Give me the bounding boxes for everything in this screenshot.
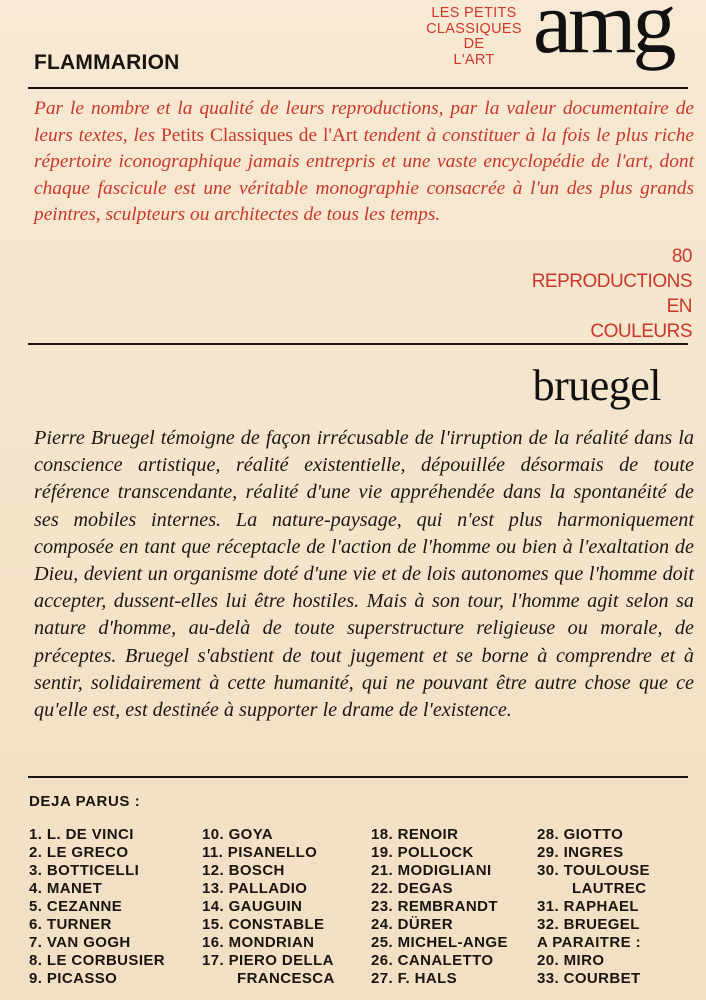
title-list-item: 2. LE GRECO [29, 844, 129, 861]
title-list-item: 7. VAN GOGH [29, 934, 131, 951]
title-list-item: 28. GIOTTO [537, 826, 624, 843]
publisher-name: FLAMMARION [34, 51, 180, 74]
series-line: CLASSIQUES [426, 20, 522, 37]
series-line: DE [463, 36, 485, 52]
title-list-item: 21. MODIGLIANI [371, 862, 492, 879]
reproductions-note [472, 244, 692, 344]
divider-middle [28, 343, 688, 345]
series-name [412, 6, 536, 68]
title-list-item: 5. CEZANNE [29, 898, 123, 915]
divider-top [28, 87, 688, 89]
title-list-item: 8. LE CORBUSIER [29, 952, 166, 969]
title-list-item: 16. MONDRIAN [202, 934, 315, 951]
title-list-item: 11. PISANELLO [202, 844, 318, 861]
title-list-item: 18. RENOIR [371, 826, 459, 843]
intro-paragraph [34, 96, 694, 229]
title-list-item-continued: FRANCESCA [237, 970, 335, 987]
series-title-inline: Petits Classiques de l'Art [160, 124, 358, 146]
forthcoming-heading: A PARAITRE : [537, 934, 641, 951]
title-list-column-3 [371, 826, 508, 988]
title-list-item: 26. CANALETTO [371, 952, 494, 969]
title-list-item: 31. RAPHAEL [537, 898, 639, 915]
title-list-column-1 [29, 826, 165, 988]
title-list-item: 1. L. DE VINCI [29, 826, 134, 843]
title-list-item: 24. DÜRER [371, 916, 453, 933]
reproductions-line: REPRODUCTIONS [531, 271, 692, 292]
title-list-item: 33. COURBET [537, 970, 641, 987]
title-list-item-continued: LAUTREC [572, 880, 647, 897]
title-list-item: 23. REMBRANDT [371, 898, 498, 915]
intro-text-start: Par le nombre et la qualité de leurs reproductions, par la valeur documentaire de leurs textes, les [34, 98, 694, 146]
divider-bottom [28, 776, 688, 778]
series-line: L'ART [453, 51, 495, 68]
title-list-item: 32. BRUEGEL [537, 916, 640, 933]
published-list-heading: DEJA PARUS : [29, 793, 141, 810]
title-list-item: 4. MANET [29, 880, 103, 897]
title-list-item: 25. MICHEL-ANGE [371, 934, 508, 951]
title-list-item: 17. PIERO DELLA [202, 952, 334, 969]
title-list-item: 19. POLLOCK [371, 844, 474, 861]
title-list-item: 22. DEGAS [371, 880, 453, 897]
artist-title: bruegel [532, 361, 661, 410]
series-line: LES PETITS [431, 5, 517, 21]
title-list-column-2 [202, 826, 335, 988]
title-list-item: 20. MIRO [537, 952, 605, 969]
reproductions-line: COULEURS [590, 321, 692, 342]
amg-logo: amg [533, 0, 673, 72]
title-list-item: 13. PALLADIO [202, 880, 308, 897]
title-list-item: 15. CONSTABLE [202, 916, 325, 933]
title-list-column-4 [537, 826, 650, 988]
title-list-item: 29. INGRES [537, 844, 624, 861]
title-list-item: 30. TOULOUSE [537, 862, 650, 879]
title-list-item: 6. TURNER [29, 916, 112, 933]
title-list-item: 9. PICASSO [29, 970, 118, 987]
reproductions-line: EN [666, 296, 692, 317]
title-list-item: 3. BOTTICELLI [29, 862, 140, 879]
intro-text-end: tendent à constituer à la fois le plus riche répertoire iconographique jamais entrepris et une vaste encyclopédie de l'art, dont chaque fascicule est une véritable monographie consacrée à l'un des plus grands peintres, sculpteurs ou architectes de tous les temps. [34, 124, 695, 225]
reproductions-count: 80 [671, 246, 692, 267]
description-paragraph: Pierre Bruegel témoigne de façon irrécusable de l'irruption de la réalité dans la conscience artistique, réalité existentielle, dépouillée désormais de toute référence transcendante, réalité d'une vie appréhendée dans la spontanéité de ses mobiles internes. La nature-paysage, qui n'est plus harmoniquement composée en tant que réceptacle de l'action de l'homme ou bien à l'exaltation de Dieu, devient un organisme doté d'une vie et de lois autonomes que l'homme doit accepter, dussent-elles lui être hostiles. Mais à son tour, l'homme agit selon sa nature d'homme, au-delà de toute superstructure religieuse ou morale, de préceptes. Bruegel s'abstient de tout jugement et se borne à comprendre et à sentir, solidairement à cette humanité, qui ne pouvant être autre chose que ce qu'elle est, est destinée à supporter le drame de l'existence. [34, 427, 694, 722]
title-list-item: 12. BOSCH [202, 862, 285, 879]
title-list-item: 14. GAUGUIN [202, 898, 303, 915]
title-list-item: 10. GOYA [202, 826, 274, 843]
title-list-item: 27. F. HALS [371, 970, 458, 987]
